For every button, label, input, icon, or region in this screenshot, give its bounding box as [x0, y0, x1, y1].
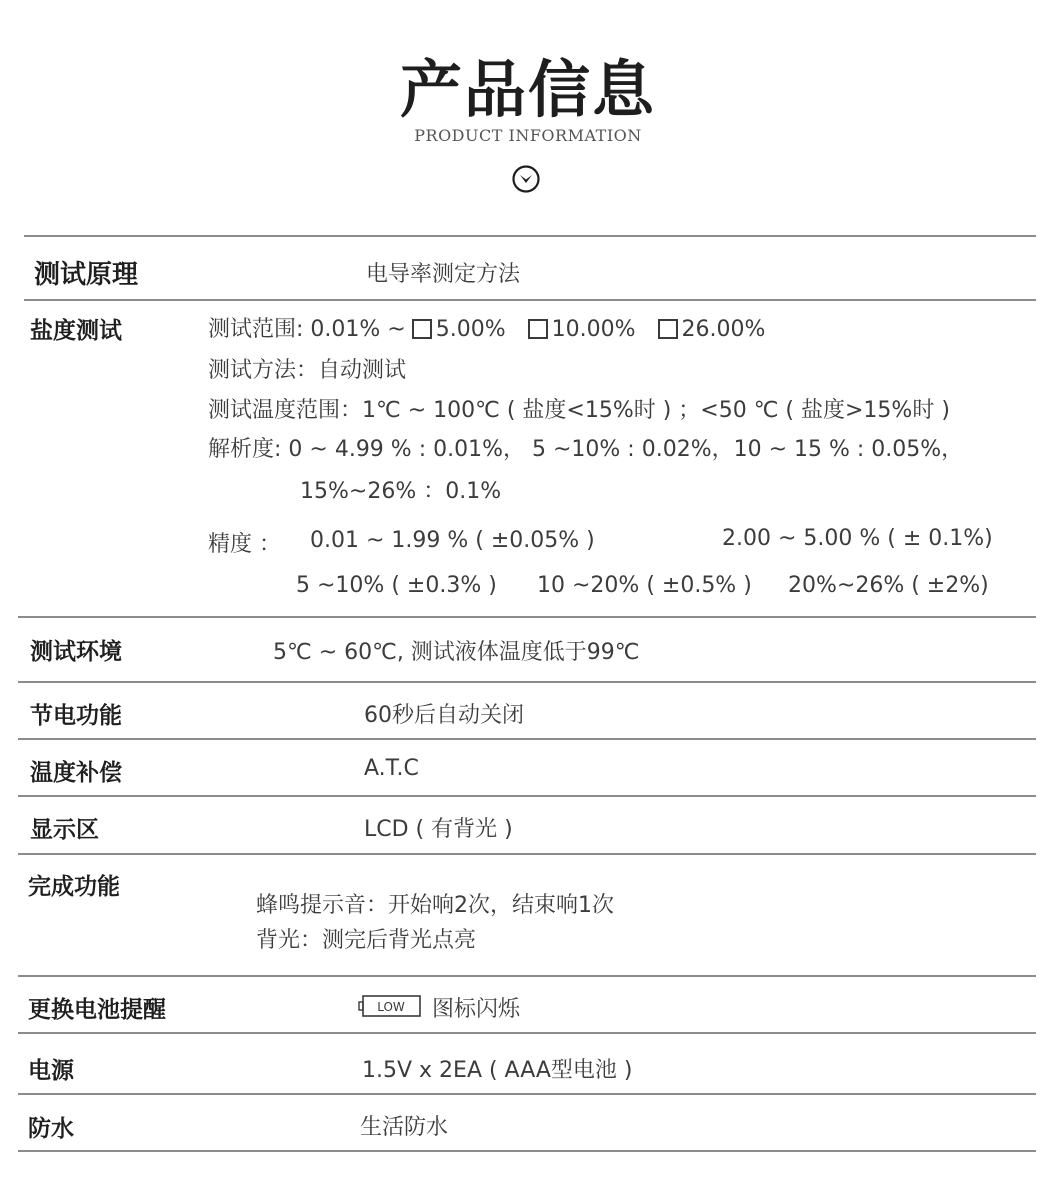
checkbox-icon: [528, 319, 548, 339]
page-subtitle: PRODUCT INFORMATION: [414, 126, 642, 145]
row-label-power: 电源: [28, 1058, 74, 1084]
low-battery-icon-text: LOW: [377, 1000, 405, 1014]
row-label-completion: 完成功能: [28, 874, 120, 900]
salinity-range: [208, 312, 765, 343]
row-label-waterproof: 防水: [28, 1116, 74, 1142]
range-option-2: 10.00%: [551, 317, 636, 342]
row-label-environment: 测试环境: [30, 639, 122, 665]
row-label-principle: 测试原理: [34, 260, 139, 290]
page-title: 产品信息: [399, 53, 656, 126]
row-label-temp-comp: 温度补偿: [30, 760, 122, 786]
row-label-display: 显示区: [30, 817, 99, 843]
checkbox-icon: [658, 319, 678, 339]
low-battery-icon: [358, 994, 422, 1018]
range-option-1: 5.00%: [435, 317, 506, 342]
salinity-temp-range: 测试温度范围：1℃ ~ 100℃ ( 盐度<15%时 ) ；<50 ℃ ( 盐度>15%时 ): [208, 398, 950, 423]
row-value-power: 1.5V x 2EA ( AAA型电池 ): [362, 1058, 633, 1083]
checkbox-icon: [412, 319, 432, 339]
divider: [18, 616, 1036, 618]
accuracy-2c: 20%~26% ( ±2%): [788, 573, 989, 598]
salinity-resolution-2: 15%~26% ：0.1%: [300, 479, 502, 504]
salinity-method: 测试方法：自动测试: [208, 358, 407, 383]
completion-line-1: 蜂鸣提示音：开始响2次，结束响1次: [256, 893, 614, 918]
accuracy-1b: 2.00 ~ 5.00 % ( ± 0.1%): [722, 526, 993, 551]
divider: [18, 681, 1036, 683]
divider: [18, 738, 1036, 740]
row-label-power-save: 节电功能: [30, 703, 122, 729]
row-value-power-save: 60秒后自动关闭: [364, 703, 524, 728]
range-option-3: 26.00%: [681, 317, 766, 342]
divider: [18, 1150, 1036, 1152]
salinity-resolution-1: 解析度: 0 ~ 4.99 % : 0.01%， 5 ~10% : 0.02%，10 ~ 15 % : 0.05%，: [208, 437, 964, 462]
row-label-salinity: 盐度测试: [30, 318, 122, 344]
row-value-principle: 电导率测定方法: [366, 262, 521, 287]
row-value-environment: 5℃ ~ 60℃, 测试液体温度低于99℃: [273, 640, 640, 665]
divider: [24, 299, 1036, 301]
row-value-temp-comp: A.T.C: [364, 756, 419, 781]
chevron-down-circle-icon: [511, 164, 541, 194]
accuracy-2b: 10 ~20% ( ±0.5% ): [537, 573, 752, 598]
divider: [18, 975, 1036, 977]
divider: [24, 235, 1036, 237]
divider: [18, 1093, 1036, 1095]
accuracy-label: 精度 ：: [208, 532, 281, 557]
accuracy-1a: 0.01 ~ 1.99 % ( ±0.05% ): [310, 528, 595, 553]
battery-alert-text: 图标闪烁: [432, 997, 521, 1022]
divider: [18, 795, 1036, 797]
row-value-battery-alert: [358, 992, 520, 1023]
accuracy-2a: 5 ~10% ( ±0.3% ): [296, 573, 497, 598]
divider: [18, 853, 1036, 855]
row-label-battery-alert: 更换电池提醒: [28, 997, 166, 1023]
row-value-display: LCD ( 有背光 ): [364, 817, 513, 842]
row-value-waterproof: 生活防水: [360, 1115, 449, 1140]
salinity-range-prefix: 测试范围: 0.01% ~: [208, 317, 406, 342]
divider: [18, 1032, 1036, 1034]
completion-line-2: 背光：测完后背光点亮: [256, 928, 477, 953]
